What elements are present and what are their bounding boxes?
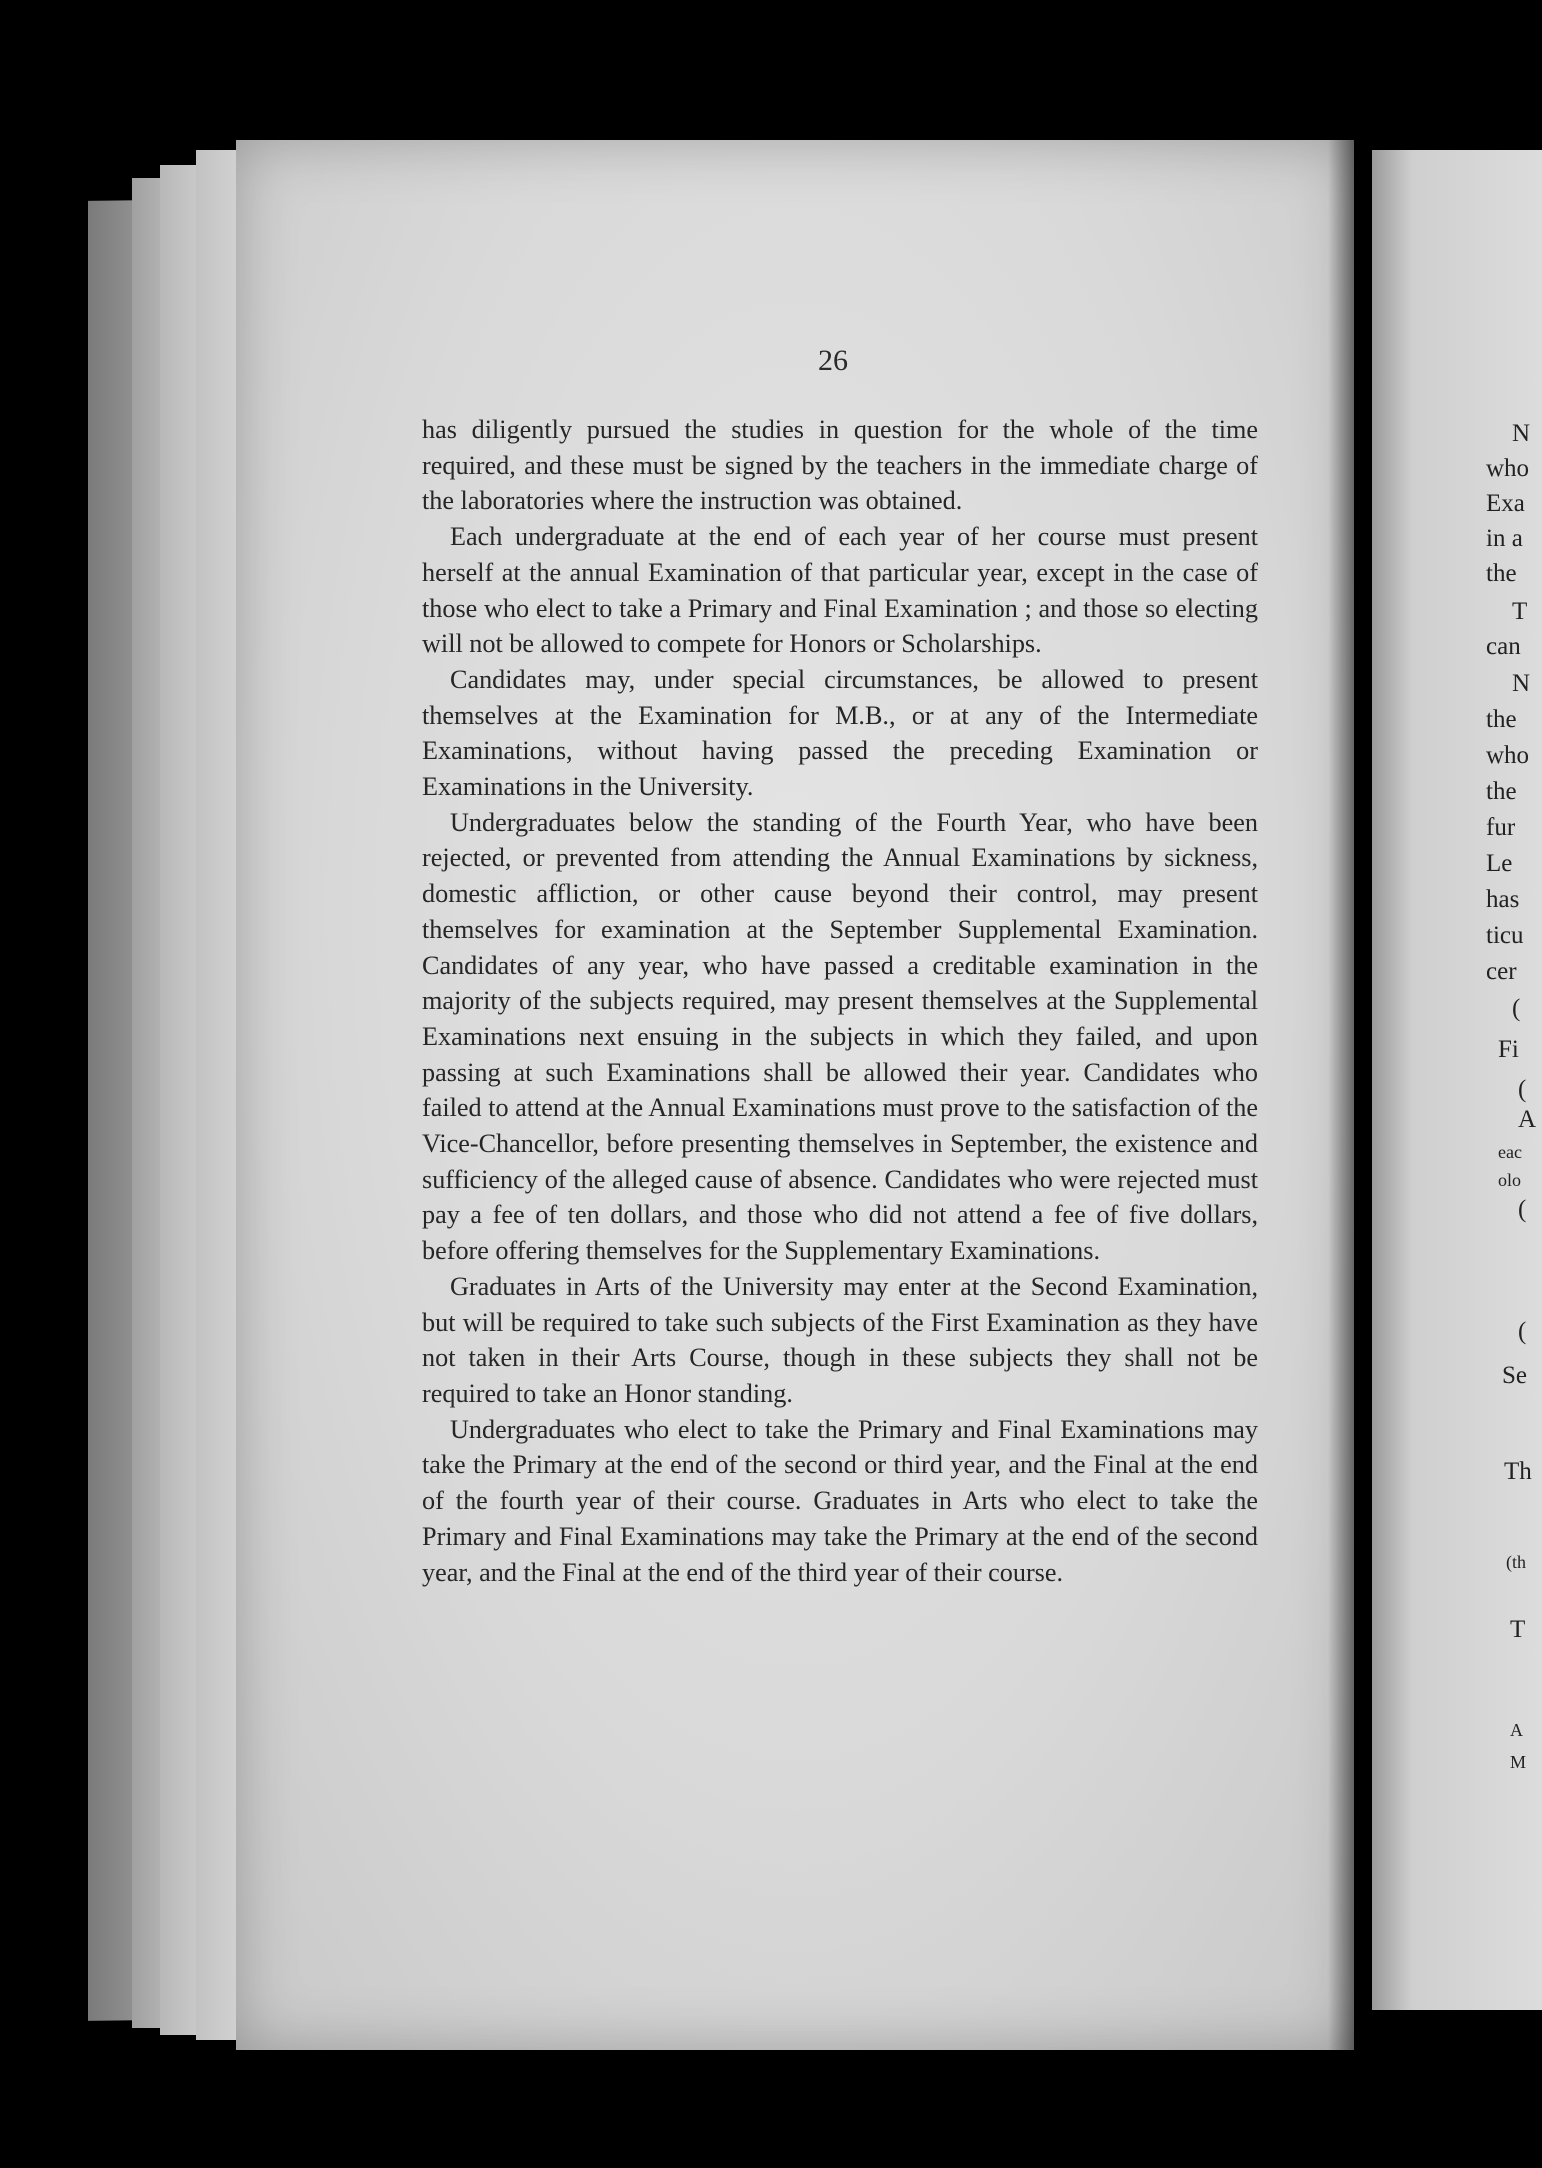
- facing-page-fragment: Fi: [1498, 1036, 1519, 1063]
- facing-page-fragment: A: [1510, 1720, 1523, 1740]
- page-body: [422, 412, 1258, 1590]
- page-number: 26: [818, 344, 848, 377]
- paragraph: has diligently pursued the studies in question for the whole of the time required, and these must be signed by the teachers in the immediate charge of the laboratories where the instruction was obtained.: [422, 415, 1258, 516]
- facing-page-fragment: (: [1518, 1076, 1527, 1103]
- facing-page-fragment: Exa: [1486, 490, 1525, 517]
- facing-page-fragment: Le: [1486, 850, 1513, 877]
- facing-page-fragment: can: [1486, 633, 1521, 660]
- facing-page-fragment: the: [1486, 560, 1517, 587]
- facing-page-fragment: ticu: [1486, 922, 1524, 949]
- facing-page-fragment: N: [1512, 420, 1531, 447]
- facing-page-fragment: N: [1512, 670, 1531, 697]
- facing-page-fragment: (: [1512, 995, 1521, 1022]
- facing-page-fragment: olo: [1498, 1170, 1522, 1190]
- facing-page-fragment: Se: [1502, 1362, 1527, 1389]
- paragraph: Undergraduates who elect to take the Primary and Final Examinations may take the Primary at the end of the second or third year, and the Final at the end of the fourth year of their course. Graduates in Arts who elect to take the Primary and Final Examinations may take the Primary at the end of the second year, and the Final at the end of the third year of their course.: [422, 1414, 1258, 1587]
- facing-page-fragment: who: [1486, 455, 1530, 482]
- facing-page-fragment: eac: [1498, 1142, 1522, 1162]
- facing-page-fragment: in a: [1486, 525, 1523, 552]
- paragraph: Candidates may, under special circumstances, be allowed to present themselves at the Examination for M.B., or at any of the Intermediate Examinations, without having passed the preceding Examination or Examinations in the University.: [422, 664, 1258, 802]
- facing-page-fragment: the: [1486, 778, 1517, 805]
- facing-page-fragment: cer: [1486, 958, 1517, 985]
- facing-page-fragment: (th: [1506, 1552, 1526, 1572]
- facing-page-fragment: Th: [1504, 1458, 1532, 1485]
- paragraph: Each undergraduate at the end of each year of her course must present herself at the annual Examination of that particular year, except in the case of those who elect to take a Primary and Final Examination ; and those so electing will not be allowed to compete for Honors or Scholarships.: [422, 522, 1258, 659]
- facing-page-fragment: has: [1486, 886, 1520, 913]
- facing-page-fragment: A: [1518, 1106, 1537, 1133]
- left-page: [236, 140, 1354, 2050]
- facing-page-fragment: (: [1518, 1318, 1527, 1345]
- facing-page-fragment: who: [1486, 742, 1530, 769]
- paragraph: Undergraduates below the standing of the Fourth Year, who have been rejected, or prevented from attending the Annual Examinations by sickness, domestic affliction, or other cause beyond their control, may present themselves for examination at the September Supplemental Examination. Candidates of any year, who have passed a creditable examination in the majority of the subjects required, may present themselves at the Supplemental Examinations next ensuing in the subjects in which they failed, and upon passing at such Examinations shall be allowed their year. Candidates who failed to attend at the Annual Examinations must prove to the satisfaction of the Vice-Chancellor, before presenting themselves in September, the existence and sufficiency of the alleged cause of absence. Candidates who were rejected must pay a fee of ten dollars, and those who did not attend a fee of five dollars, before offering themselves for the Supplementary Examinations.: [422, 807, 1258, 1266]
- facing-page-fragment: (: [1518, 1196, 1527, 1223]
- facing-page-fragment: M: [1510, 1752, 1527, 1772]
- facing-page-fragment: fur: [1486, 814, 1516, 841]
- facing-page-fragment: T: [1512, 598, 1528, 625]
- paragraph: Graduates in Arts of the University may enter at the Second Examination, but will be required to take such subjects of the First Examination as they have not taken in their Arts Course, though in these subjects they shall not be required to take an Honor standing.: [422, 1271, 1258, 1408]
- facing-page-fragment: the: [1486, 706, 1517, 733]
- facing-page-fragment: T: [1510, 1616, 1526, 1643]
